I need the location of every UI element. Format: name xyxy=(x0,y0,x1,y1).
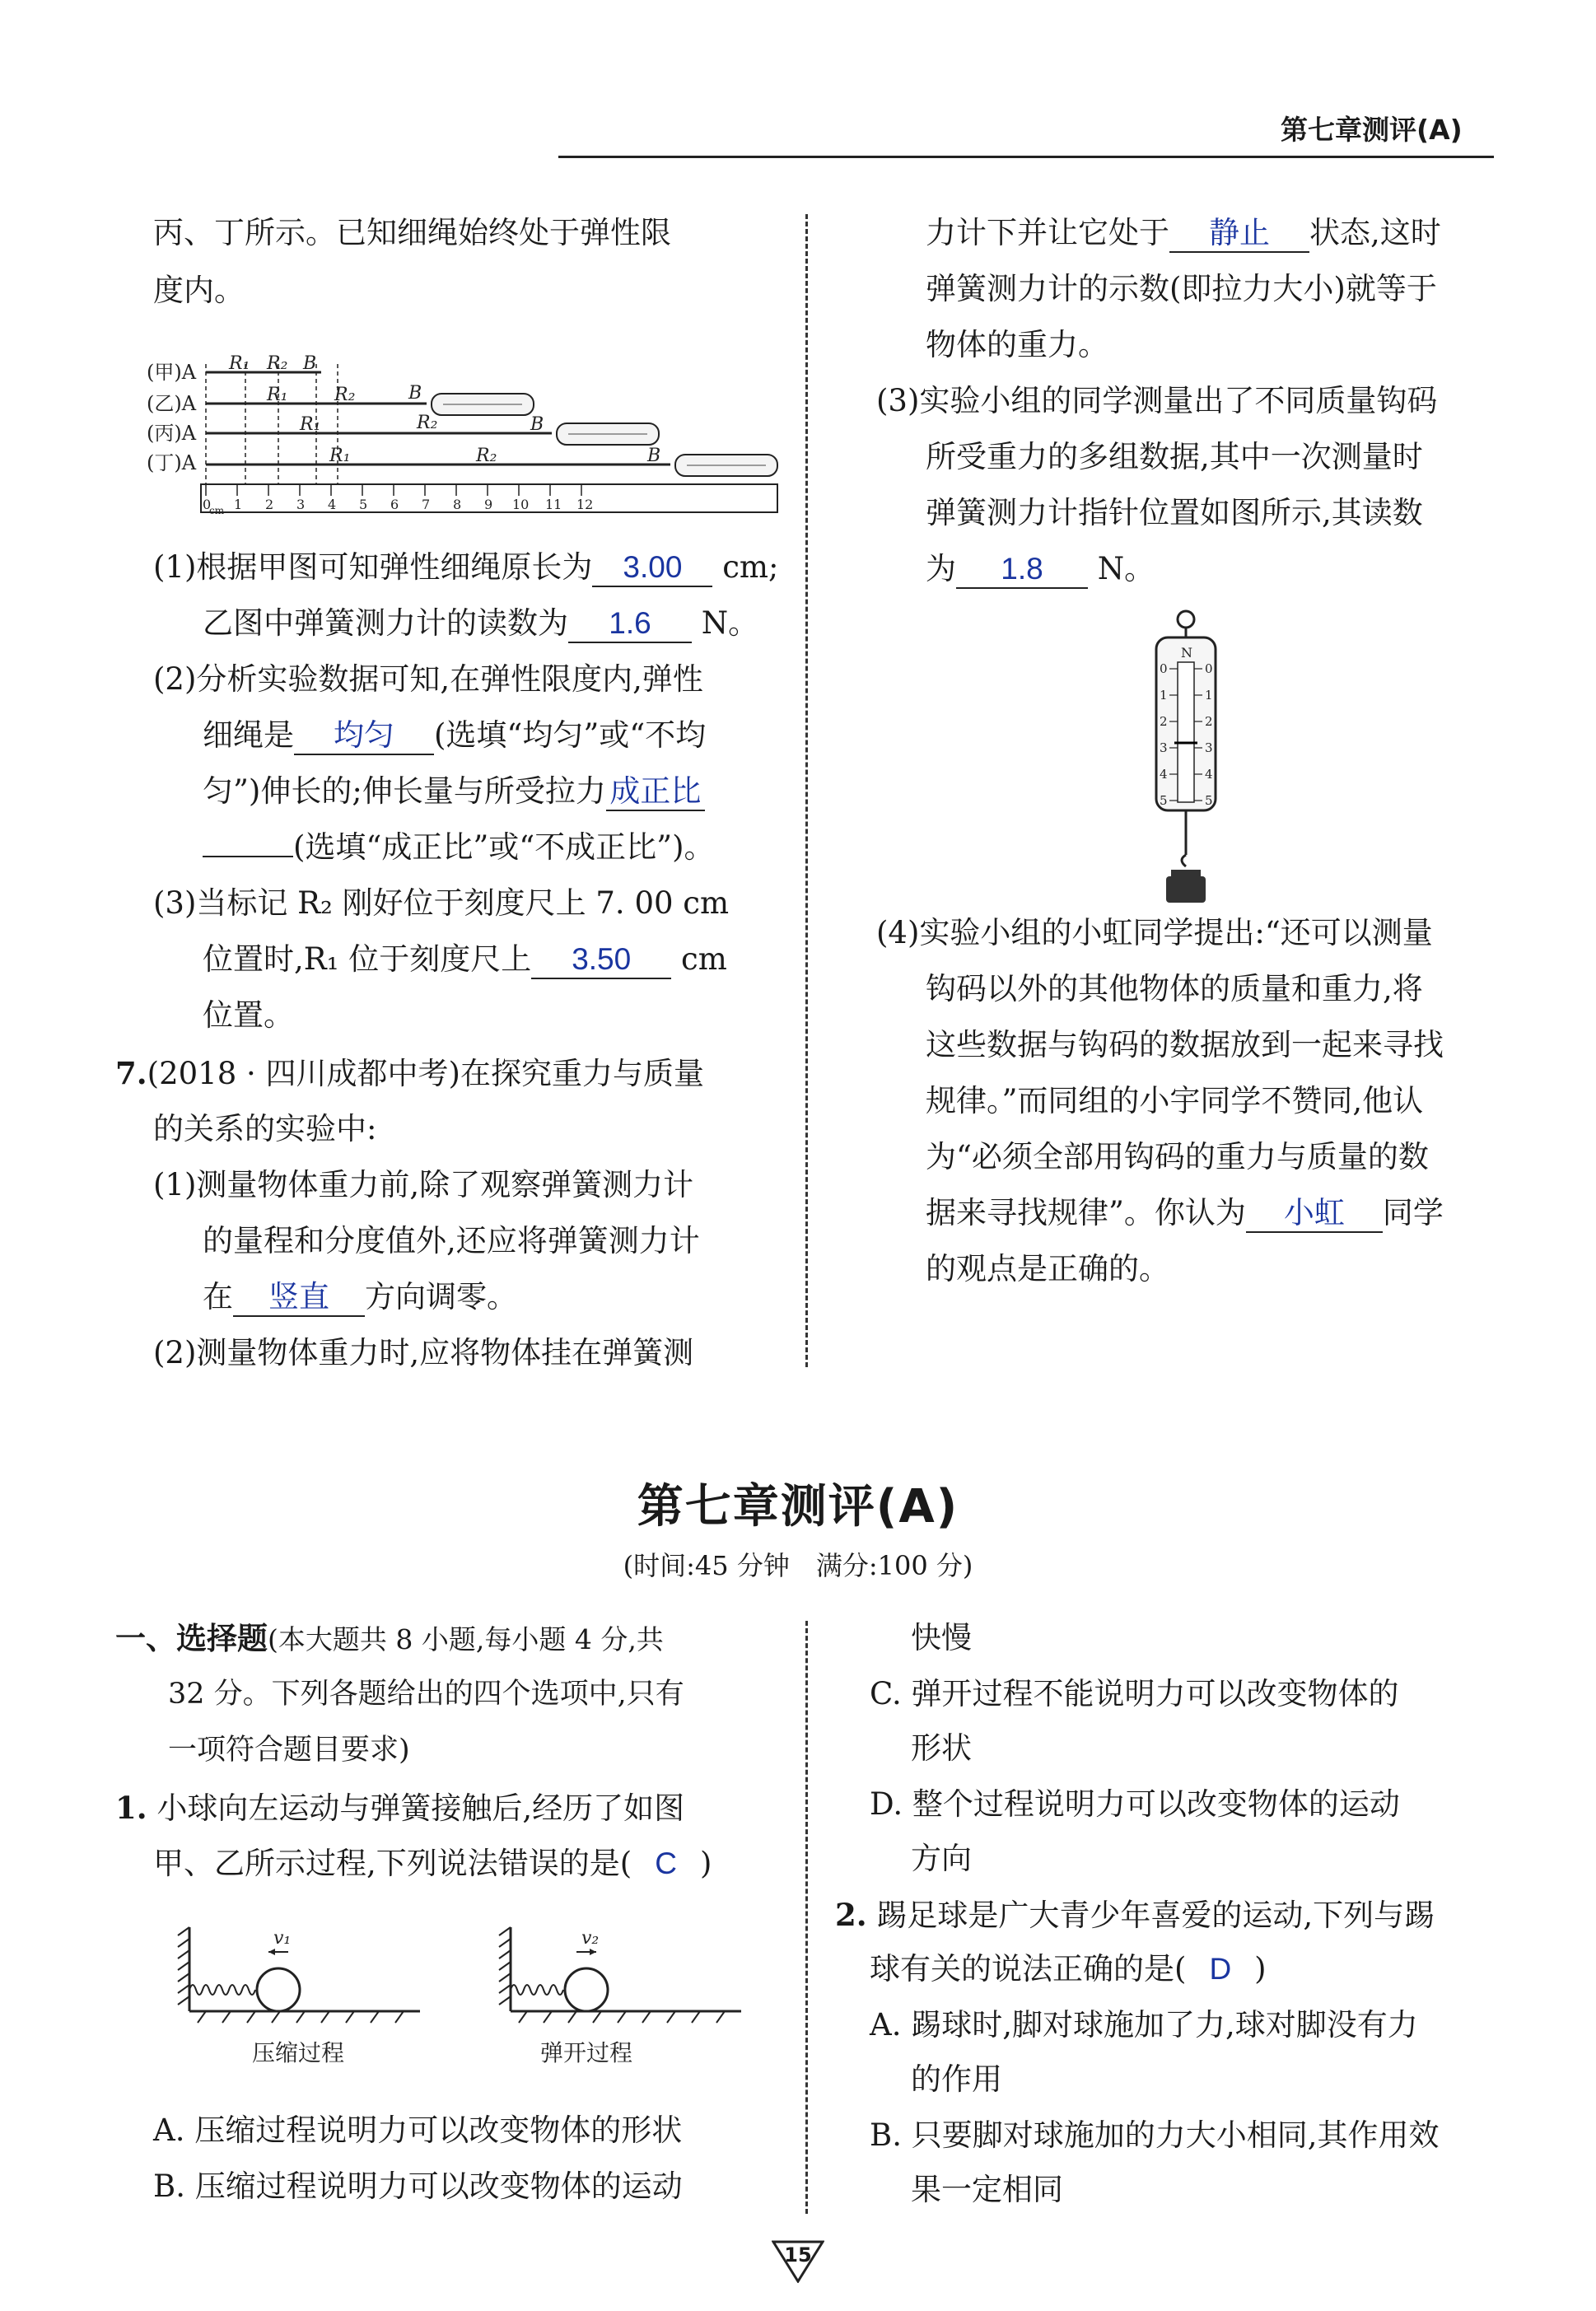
q6-answer-proportional: 成正比 xyxy=(606,773,705,811)
ruler-tick-12: 12 xyxy=(576,497,594,512)
q7-part4-line1: (4)实验小组的小虹同学提出:“还可以测量 xyxy=(876,915,1433,950)
meter-tick-l5: 5 xyxy=(1160,793,1168,808)
meter-tick-r1: 1 xyxy=(1205,688,1213,703)
q7-part3-line1: (3)实验小组的同学测量出了不同质量钩码 xyxy=(876,383,1438,418)
q7-right-line2: 弹簧测力计的示数(即拉力大小)就等于 xyxy=(926,271,1437,306)
meter-tick-r4: 4 xyxy=(1205,767,1213,782)
page-number-text: 15 xyxy=(784,2243,812,2267)
ruler-tick-5: 5 xyxy=(359,497,368,512)
q6-blank-continued xyxy=(203,856,293,857)
q7-part4-line7: 的观点是正确的。 xyxy=(926,1251,1169,1286)
q6-part3-line3: 位置。 xyxy=(203,997,294,1033)
velocity-label-v1: v₁ xyxy=(273,1928,292,1949)
q2-option-b-cont: 果一定相同 xyxy=(911,2172,1063,2207)
q6-answer-length: 3.00 xyxy=(592,549,712,587)
label-b-yi: B xyxy=(408,383,422,404)
ruler-tick-8: 8 xyxy=(453,497,462,512)
q6-part2-line1: (2)分析实验数据可知,在弹性限度内,弹性 xyxy=(153,661,703,697)
q1-answer: C xyxy=(655,1846,677,1880)
caption-release: 弹开过程 xyxy=(540,2039,633,2066)
q7-part2-line1: (2)测量物体重力时,应将物体挂在弹簧测 xyxy=(153,1335,694,1370)
caption-compress: 压缩过程 xyxy=(252,2039,345,2066)
label-b-bing: B xyxy=(530,414,544,435)
meter-tick-l4: 4 xyxy=(1160,767,1168,782)
q6-part2-line2: 细绳是 均匀 (选填“均匀”或“不均 xyxy=(203,715,706,756)
q2-line1: 2. 踢足球是广大青少年喜爱的运动,下列与踢 xyxy=(835,1897,1435,1933)
ruler-tick-1: 1 xyxy=(234,497,243,512)
q6-part2-line3: 匀”)伸长的;伸长量与所受拉力 成正比 xyxy=(203,771,705,812)
q2-option-b: B. 只要脚对球施加的力大小相同,其作用效 xyxy=(870,2117,1440,2153)
label-b-ding: B xyxy=(647,446,661,466)
ruler-tick-0: 0 xyxy=(203,497,212,512)
section1-line1: 一、选择题(本大题共 8 小题,每小题 4 分,共 xyxy=(115,1620,664,1656)
intro-line-2: 度内。 xyxy=(153,273,245,308)
q6-part2-line4: (选填“成正比”或“不成正比”)。 xyxy=(203,827,715,868)
q6-answer-reading: 1.6 xyxy=(568,605,692,643)
velocity-label-v2: v₂ xyxy=(581,1928,600,1949)
column-divider-bottom xyxy=(805,1621,808,2214)
ruler-tick-9: 9 xyxy=(484,497,493,512)
elastic-cord-figure xyxy=(147,344,789,517)
chapter-title: 第七章测评(A) xyxy=(637,1480,959,1534)
q6-part3-line1: (3)当标记 R₂ 刚好位于刻度尺上 7. 00 cm xyxy=(153,885,730,921)
q7-part4-line5: 为“必须全部用钩码的重力与质量的数 xyxy=(926,1139,1429,1174)
label-r1-jia: R₁ xyxy=(229,353,250,374)
q2-option-a: A. 踢球时,脚对球施加了力,球对脚没有力 xyxy=(870,2007,1418,2043)
page-number xyxy=(772,2239,824,2283)
ruler-tick-6: 6 xyxy=(390,497,399,512)
q1-option-c: C. 弹开过程不能说明力可以改变物体的 xyxy=(870,1676,1399,1711)
q7-part4-line4: 规律。”而同组的小宇同学不赞同,他认 xyxy=(926,1083,1424,1118)
q7-part1-line1: (1)测量物体重力前,除了观察弹簧测力计 xyxy=(153,1167,694,1202)
q1-option-b: B. 压缩过程说明力可以改变物体的运动 xyxy=(153,2169,683,2204)
row-label-ding: (丁)A xyxy=(147,451,197,474)
q2-line2: 球有关的说法正确的是( D ) xyxy=(870,1951,1267,1987)
exam-time-score: (时间:45 分钟 满分:100 分) xyxy=(623,1550,973,1581)
ruler-unit: cm xyxy=(209,505,225,516)
intro-line-1: 丙、丁所示。已知细绳始终处于弹性限 xyxy=(153,215,671,250)
row-label-jia: (甲)A xyxy=(147,361,197,384)
ruler-tick-2: 2 xyxy=(265,497,274,512)
q1-line2: 甲、乙所示过程,下列说法错误的是( C ) xyxy=(153,1846,712,1881)
q7-part3-line2: 所受重力的多组数据,其中一次测量时 xyxy=(926,439,1423,474)
q7-part4-line3: 这些数据与钩码的数据放到一起来寻找 xyxy=(926,1027,1444,1062)
q6-answer-uniform: 均匀 xyxy=(294,717,434,755)
q7-right-line1: 力计下并让它处于 静止 状态,这时 xyxy=(926,212,1441,254)
meter-tick-r0: 0 xyxy=(1205,661,1213,676)
q7-answer-reading: 1.8 xyxy=(956,551,1088,589)
meter-tick-l0: 0 xyxy=(1160,661,1168,676)
q1-option-d: D. 整个过程说明力可以改变物体的运动 xyxy=(870,1786,1400,1822)
q2-answer: D xyxy=(1209,1952,1232,1986)
meter-unit: N xyxy=(1181,645,1192,661)
q7-right-line3: 物体的重力。 xyxy=(926,327,1108,362)
q7-part4-line6: 据来寻找规律”。你认为 小虹 同学 xyxy=(926,1193,1444,1234)
row-label-yi: (乙)A xyxy=(147,392,197,415)
header-title: 第七章测评(A) xyxy=(1281,114,1463,146)
q1-option-a: A. 压缩过程说明力可以改变物体的形状 xyxy=(153,2113,683,2148)
ruler-tick-4: 4 xyxy=(328,497,337,512)
spring-scale-figure xyxy=(1145,608,1227,904)
label-r1-ding: R₁ xyxy=(329,446,351,466)
q7-answer-direction: 竖直 xyxy=(233,1279,365,1317)
q7-part3-line3: 弹簧测力计指针位置如图所示,其读数 xyxy=(926,495,1423,530)
q7-line1: 7.(2018 · 四川成都中考)在探究重力与质量 xyxy=(115,1055,704,1091)
q6-part3-line2: 位置时,R₁ 位于刻度尺上 3.50 cm xyxy=(203,939,727,980)
q7-answer-student: 小虹 xyxy=(1246,1195,1383,1233)
q6-part1-line1: (1)根据甲图可知弹性细绳原长为 3.00 cm; xyxy=(153,547,778,588)
q7-part1-line2: 的量程和分度值外,还应将弹簧测力计 xyxy=(203,1223,700,1258)
label-r2-jia: R₂ xyxy=(267,353,288,374)
meter-tick-l1: 1 xyxy=(1160,688,1168,703)
meter-tick-l3: 3 xyxy=(1160,740,1168,755)
header-rule xyxy=(558,156,1494,158)
ruler-tick-10: 10 xyxy=(512,497,530,512)
q1-option-d-cont: 方向 xyxy=(911,1841,972,1876)
q1-option-b-cont: 快慢 xyxy=(911,1620,972,1655)
q6-part1-line2: 乙图中弹簧测力计的读数为 1.6 N。 xyxy=(203,603,758,644)
label-r2-ding: R₂ xyxy=(476,446,497,466)
label-r2-yi: R₂ xyxy=(334,385,356,405)
section1-line2: 32 分。下列各题给出的四个选项中,只有 xyxy=(168,1678,684,1711)
label-r1-bing: R₁ xyxy=(300,414,321,435)
label-r2-bing: R₂ xyxy=(417,413,438,433)
q7-part1-line3: 在 竖直 方向调零。 xyxy=(203,1277,517,1318)
meter-tick-r3: 3 xyxy=(1205,740,1213,755)
section1-line3: 一项符合题目要求) xyxy=(168,1734,410,1767)
column-divider-top xyxy=(805,214,808,1367)
q7-line2: 的关系的实验中: xyxy=(153,1111,377,1146)
q7-answer-state: 静止 xyxy=(1169,215,1309,253)
label-b-jia: B xyxy=(303,353,317,374)
meter-tick-l2: 2 xyxy=(1160,714,1168,729)
ruler-tick-3: 3 xyxy=(296,497,306,512)
ruler-tick-11: 11 xyxy=(545,497,562,512)
meter-tick-r5: 5 xyxy=(1205,793,1213,808)
label-r1-yi: R₁ xyxy=(267,385,288,405)
meter-tick-r2: 2 xyxy=(1205,714,1213,729)
q1-line1: 1. 小球向左运动与弹簧接触后,经历了如图 xyxy=(115,1790,685,1826)
row-label-bing: (丙)A xyxy=(147,422,197,445)
q7-part3-line4: 为 1.8 N。 xyxy=(926,549,1155,590)
q6-answer-position: 3.50 xyxy=(531,941,671,979)
q2-option-a-cont: 的作用 xyxy=(911,2061,1002,2097)
q7-part4-line2: 钩码以外的其他物体的质量和重力,将 xyxy=(926,971,1423,1006)
spring-ball-figures xyxy=(173,1919,749,2075)
q1-option-c-cont: 形状 xyxy=(911,1730,972,1766)
ruler-tick-7: 7 xyxy=(422,497,431,512)
